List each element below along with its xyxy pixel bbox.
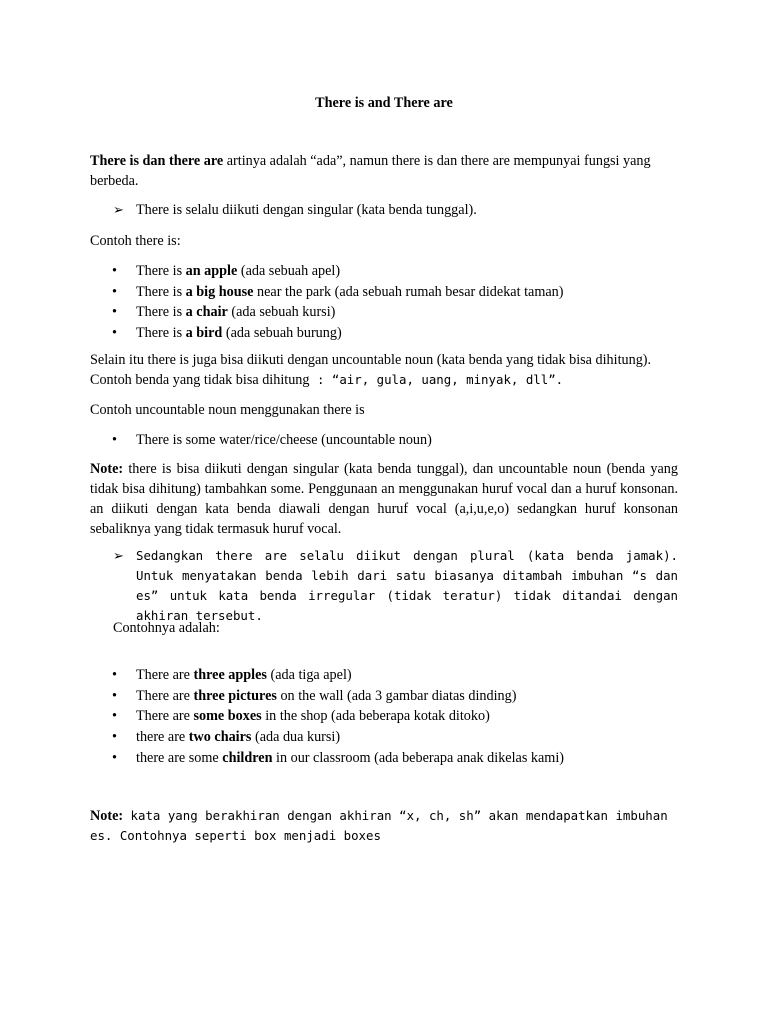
- bullet-icon: •: [112, 304, 117, 321]
- list-item: • There are some boxes in the shop (ada beberapa kotak ditoko): [112, 708, 490, 725]
- list-item: • There is some water/rice/cheese (uncountable noun): [112, 432, 432, 448]
- arrow-bullet-icon: ➢: [113, 202, 124, 217]
- intro-text: artinya adalah “ada”, namun there is dan there are mempunyai fungsi yang berbeda.: [90, 153, 651, 189]
- arrow-bullet-icon: ➢: [113, 548, 124, 563]
- point-there-is: [113, 200, 678, 220]
- list-item: • There is a big house near the park (ada sebuah rumah besar didekat taman): [112, 283, 564, 300]
- contoh-there-are-label: Contohnya adalah:: [113, 620, 220, 636]
- uncountable-intro-paragraph: [90, 350, 678, 390]
- note-2-paragraph: [90, 806, 678, 846]
- point-there-are-text: Sedangkan there are selalu diikut dengan plural (kata benda jamak). Untuk menyatakan benda lebih dari satu biasanya ditambah imbuhan “s dan es” untuk kata benda irregular (tidak teratur) tidak ditandai dengan akhiran tersebut.: [136, 548, 678, 623]
- page-title: There is and There are: [315, 95, 453, 111]
- list-item: • There is a chair (ada sebuah kursi): [112, 304, 336, 321]
- there-are-examples-list: [112, 665, 678, 768]
- note-2-label: Note:: [90, 808, 124, 824]
- uncountable-examples-list: [112, 430, 678, 451]
- bullet-icon: •: [112, 432, 117, 448]
- point-there-is-text: There is selalu diikuti dengan singular (kata benda tunggal).: [136, 202, 477, 218]
- list-item: • there are two chairs (ada dua kursi): [112, 729, 341, 746]
- bullet-icon: •: [112, 708, 117, 725]
- list-item: • There is a bird (ada sebuah burung): [112, 325, 342, 342]
- note-1-paragraph: [90, 459, 678, 539]
- bullet-icon: •: [112, 687, 117, 704]
- note-1-label: Note:: [90, 461, 124, 477]
- bullet-icon: •: [112, 283, 117, 300]
- list-item: • There is an apple (ada sebuah apel): [112, 263, 341, 279]
- list-item: • There are three apples (ada tiga apel): [112, 667, 352, 683]
- uncountable-intro-text: Selain itu there is juga bisa diikuti dengan uncountable noun (kata benda yang tidak bisa dihitung).: [90, 352, 652, 368]
- bullet-icon: •: [112, 667, 117, 683]
- bullet-icon: •: [112, 749, 117, 766]
- uncountable-example-prefix: Contoh benda yang tidak bisa dihitung: [90, 372, 310, 388]
- list-item: • there are some children in our classroom (ada beberapa anak dikelas kami): [112, 749, 564, 766]
- point-there-are: [113, 546, 678, 626]
- bullet-icon: •: [112, 325, 117, 342]
- uncountable-example-suffix: : “air, gula, uang, minyak, dll”.: [309, 372, 564, 387]
- note-1-text: there is bisa diikuti dengan singular (kata benda tunggal), dan uncountable noun (benda yang tidak bisa dihitung) tambahkan some. Penggunaan an menggunakan huruf vocal dan a huruf konsonan. an diikuti dengan kata benda diawali dengan huruf vocal (a,i,u,e,o) sedangkan huruf konsonan sebaliknya yang tidak termasuk huruf vocal.: [90, 461, 678, 537]
- uncountable-label: Contoh uncountable noun menggunakan there is: [90, 402, 365, 418]
- note-2-text: kata yang berakhiran dengan akhiran “x, ch, sh” akan mendapatkan imbuhan es. Contohnya seperti box menjadi boxes: [90, 808, 668, 843]
- intro-bold: There is dan there are: [90, 153, 224, 169]
- bullet-icon: •: [112, 729, 117, 746]
- bullet-icon: •: [112, 263, 117, 279]
- there-is-examples-list: [112, 261, 678, 344]
- contoh-there-is-label: Contoh there is:: [90, 233, 181, 249]
- intro-paragraph: [90, 151, 678, 191]
- list-item: • There are three pictures on the wall (ada 3 gambar diatas dinding): [112, 687, 517, 704]
